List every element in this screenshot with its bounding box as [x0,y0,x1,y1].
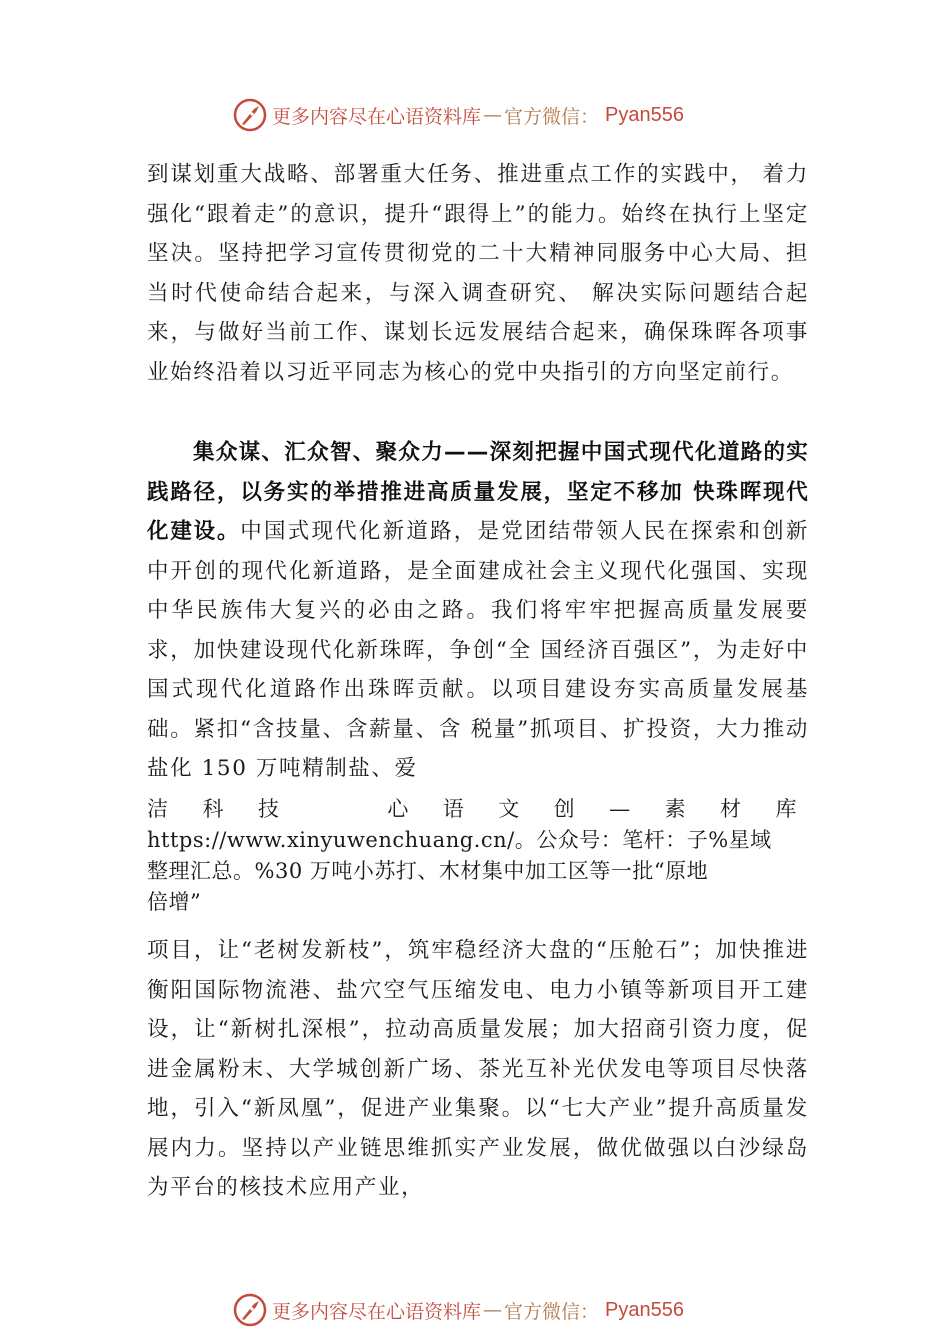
footer-wechat-id: Pyan556 [605,1298,684,1321]
paragraph-1: 到谋划重大战略、部署重大任务、推进重点工作的实践中， 着力强化“跟着走”的意识，提升“跟得上”的能力。始终在执行上坚定坚决。坚持把学习宣传贯彻党的二十大精神同服务中心大局、担当时代使命结合起来，与深入调查研究、 解决实际问题结合起来，与做好当前工作、谋划长远发展结合起来，确保珠晖各项事业始终沿着以习近平同志为核心的党中央指引的方向坚定前行。 [147,162,809,385]
paragraph-2-heading: 集众谋、汇众智、聚众力——深刻把握中国式现代化道路的实践路径，以务实的举措推进高质量发展，坚定不移加 快珠晖现代化建设。 [147,440,809,544]
page-header [232,95,684,135]
watermark-char: 素 [664,797,687,821]
header-wechat-label: 官方微信： [504,105,600,128]
watermark-char: 洁 [147,797,169,821]
watermark-char: 创 [553,797,576,821]
pen-nib-logo-icon [232,97,268,133]
watermark-spread-line [147,794,797,825]
watermark-block [147,794,827,918]
watermark-char: 库 [775,797,797,821]
watermark-char: — [609,797,631,821]
watermark-line-3: 整理汇总。%30 万吨小苏打、木材集中加工区等一批“原地 [147,859,709,883]
footer-separator: — [483,1299,503,1321]
footer-wechat-label: 官方微信： [504,1300,600,1323]
paragraph-2 [147,433,809,789]
watermark-char: 科 [202,797,224,821]
header-brand: 更多内容尽在心语资料库 [272,105,482,128]
pen-nib-logo-icon [232,1292,268,1328]
page-footer [232,1290,684,1330]
watermark-url-line: https://www.xinyuwenchuang.cn/。公众号：笔杆：子%星域 [147,828,772,852]
watermark-char: 心 [387,797,409,821]
watermark-char: 语 [442,797,465,821]
watermark-char: 技 [257,797,280,821]
paragraph-3: 项目，让“老树发新枝”，筑牢稳经济大盘的“压舱石”；加快推进衡阳国际物流港、盐穴空气压缩发电、电力小镇等新项目开工建设，让“新树扎深根”，拉动高质量发展；加大招商引资力度，促进金属粉末、大学城创新广场、茶光互补光伏发电等项目尽快落地，引入“新凤凰”，促进产业集聚。以“七大产业”提升高质量发展内力。坚持以产业链思维抓实产业发展，做优做强以白沙绿岛为平台的核技术应用产业， [147,938,809,1200]
header-separator: — [483,104,503,126]
footer-brand: 更多内容尽在心语资料库 [272,1300,482,1323]
paragraph-2-body: 中国式现代化新道路，是党团结带领人民在探索和创新中开创的现代化新道路，是全面建成社会主义现代化强国、实现中华民族伟大复兴的必由之路。我们将牢牢把握高质量发展要求，加快建设现代化新珠晖，争创“全 国经济百强区”，为走好中国式现代化道路作出珠晖贡献。以项目建设夯实高质量发展基础。紧扣“含技量、含薪量、含 税量”抓项目、扩投资，大力推动盐化 150 万吨精制盐、爱 [147,519,809,781]
watermark-char: 材 [720,797,742,821]
watermark-char: 文 [498,797,520,821]
watermark-line-4: 倍增” [147,890,202,914]
header-wechat-id: Pyan556 [605,103,684,126]
